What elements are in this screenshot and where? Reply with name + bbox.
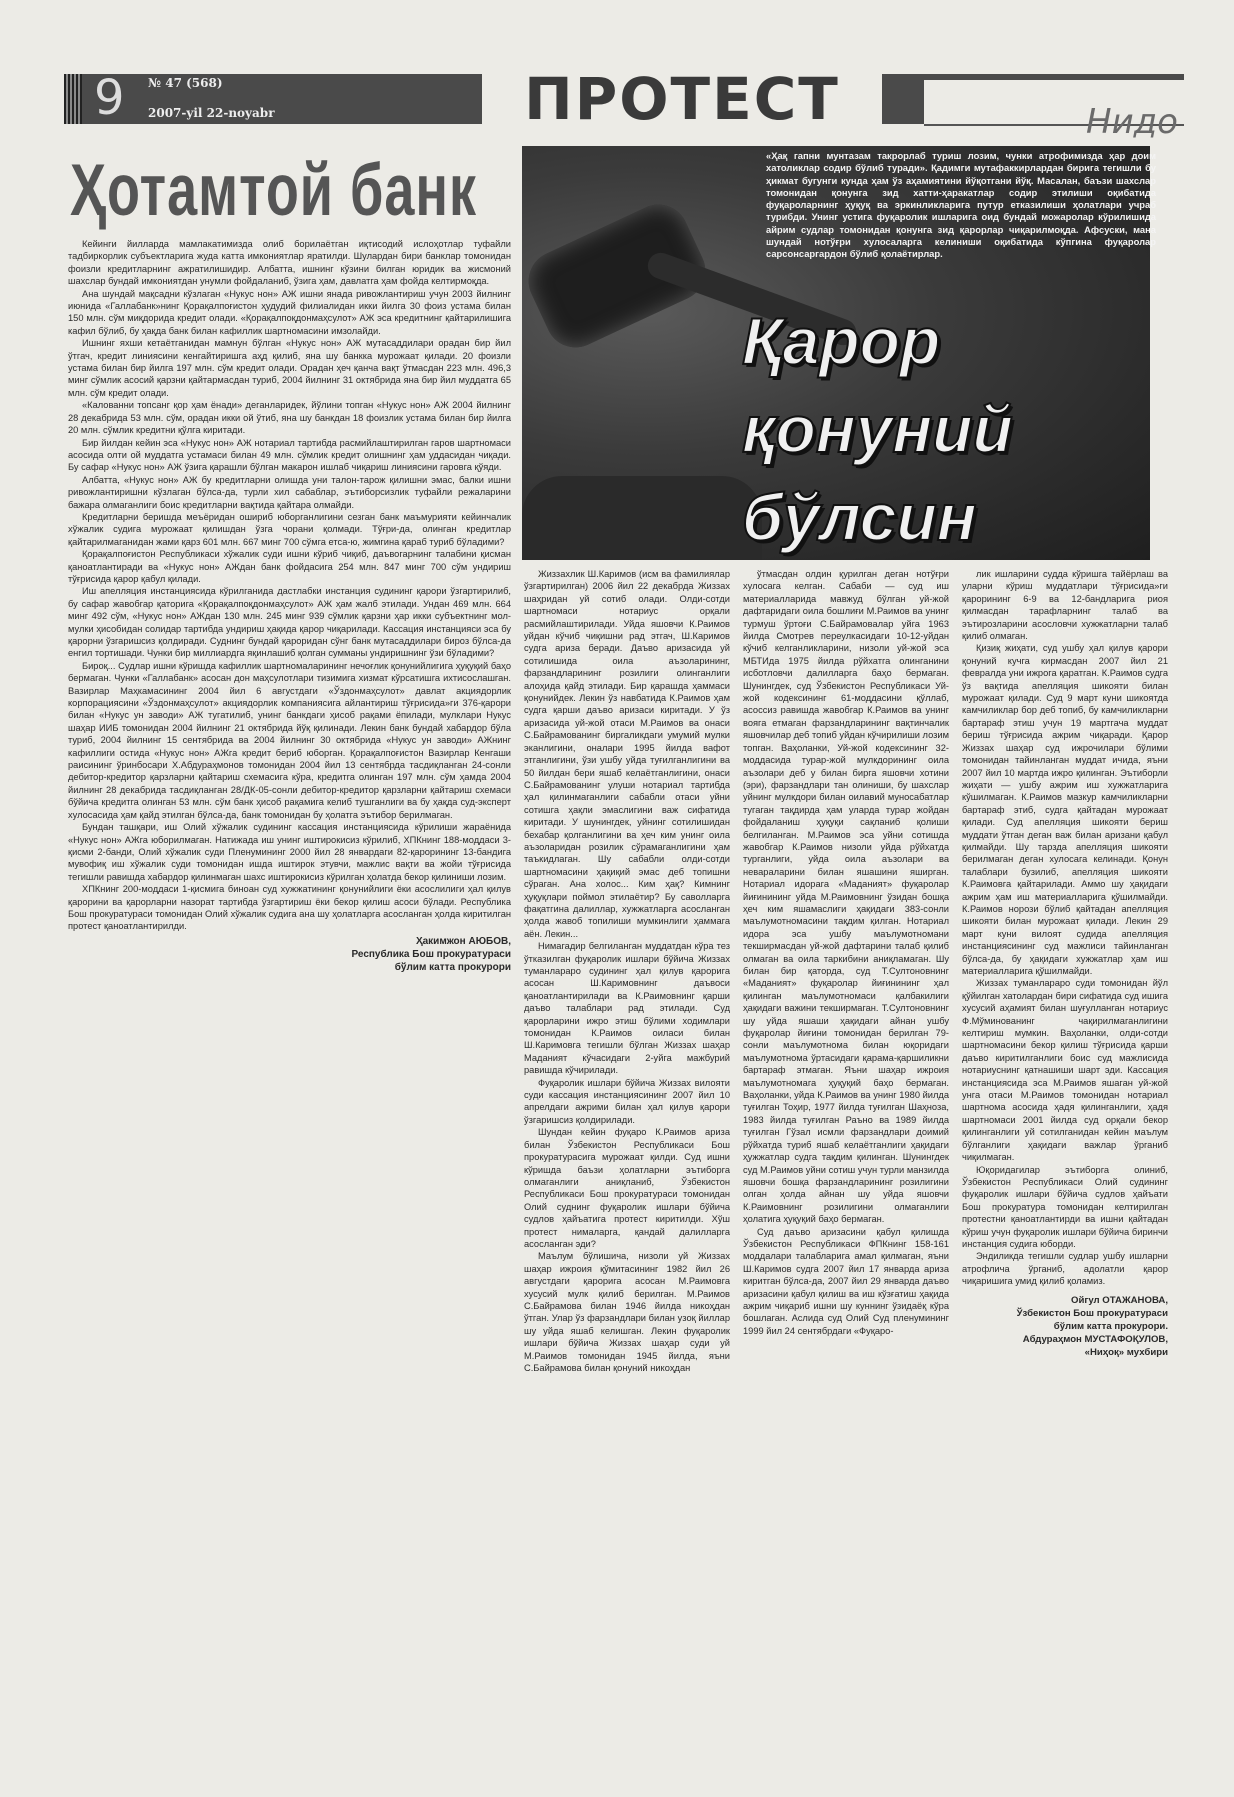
signature-line: Ойгул ОТАЖАНОВА,	[1070, 1294, 1168, 1306]
byline-name: Ҳакимжон АЮБОВ,	[415, 935, 511, 947]
paragraph: Юқоридагилар эътиборга олиниб, Ўзбекистон Республикаси Олий судининг фуқаролик ишлари бўйича судлов ҳайъати Бош прокуратура томонидан келтирилган протестни қаноатлантирди ва ишни қайтадан кўриш учун фуқаролик ишлари бўйича биринчи инстанция судига юборди.	[962, 1164, 1168, 1249]
paragraph: ўтмасдан олдин қурилган деган нотўғри хулосага келган. Сабаби — суд иш материалларида мавжуд бўлган уй-жой дафтаридаги оила бошлиғи М.Раимов ва унинг турмуш ўртоғи С.Байрамовалар уйга 1963 йилда Смотрев переулкасидаги 10-12-уйдан кўчиб келганликларини, низоли уй-жой эса МБТИда 1975 йилда рўйхатга олинганини исботловчи далилларга баҳо бермаган. Шунингдек, суд Ўзбекистон Республикаси Уй-жой кодексининг 61-моддасини қўллаб, асоссиз равишда жавобгар К.Раимов ва унинг вояга етмаган фарзандларининг вақтинчалик яшовчилар деб топиб уйдан кўчирилиши лозим топган. Ваҳоланки, Уй-жой кодексининг 32-моддасида турар-жой мулкдорининг оила аъзолари деб у билан бирга яшовчи хотини (эри), фарзандлари тан олиниши, бу шахслар уйнинг мулкдори билан оилавий муносабатлар тугаган тақдирда ҳам уларда турар жойдан фойдаланиш ҳуқуқи сақланиб қолиши белгиланган. М.Раимов эса уйни сотишда жавобгар К.Раимов низоли уйда рўйхатда турганлиги, уйда оила аъзолари ва невараларини билан яшашини яширган. Нотариал идорага «Маданият» фуқаролар йиғинининг уйда М.Раимовнинг ўзидан бошқа ҳеч ким яшамаслиги ҳақидаги 383-сонли маълумотномасини тақдим қилган. Нотариал идора эса ушбу маълумотномани текширмасдан уй-жой дафтарини талаб қилиб олмаган ва оила таркибини аниқламаган. Шу билан бир қаторда, суд Т.Султоновнинг «Маданият» фуқаролар йиғинининг ҳал қилинган маълумотномаси қалбакилиги ҳақидаги важини текширмаган. Т.Султоновнинг шу уйда яшаши ҳақидаги айнан ушбу фуқаролар йиғини томонидан берилган 79-сонли маълумотнома билан юқоридаги маълумотнома ўртасидаги қарама-қаршиликни бартараф этмаган. Яъни шаҳар ижроия маълумотномага ҳуқуқий баҳо бермаган. Ваҳоланки, уйда К.Раимов ва унинг 1980 йилда туғилган Тоҳир, 1977 йилда туғилган Шаҳноза, 1983 йилда туғилган Раъно ва 1989 йилда туғилган Гўзал исмли фарзандлари доимий рўйхатда туриб яшаб келаётганлиги ҳақидаги ҳужжатлар судга тақдим қилинган. Шунингдек суд М.Раимов уйни сотиш учун турли манзилда яшовчи бошқа фарзандларининг розилигини олган ҳолда айнан шу уйда яшовчи К.Раимовнинг розилигини олмаганлиги ҳолатига ҳуқуқий баҳо бермаган.	[743, 569, 949, 1225]
signature-line: Ўзбекистон Бош прокуратураси	[1016, 1307, 1168, 1319]
left-article-body	[68, 238, 511, 1758]
paragraph: Бир йилдан кейин эса «Нукус нон» АЖ нотариал тартибда расмийлаштирилган гаров шартномаси асосида олти ой муддатга устамаси билан 49 млн. сўмлик кредит олишнинг ҳам уддасидан чиқади. Бу сафар «Нукус нон» АЖ ўзига қарашли бўлган макарон ишлаб чиқариш линиясини гаровга қўяди.	[68, 437, 511, 473]
paragraph: Фуқаролик ишлари бўйича Жиззах вилояти суди кассация инстанциясининг 2007 йил 10 апрелдаги ажрими билан ҳал қилув қарори ўзгаришсиз қолдирилади.	[524, 1077, 730, 1125]
paragraph: Иш апелляция инстанциясида кўрилганида дастлабки инстанция судининг қарори ўзгартирилиб, бу сафар жавобгар қаторига «Қорақалпоқдонмаҳсулот» АЖ ҳам жалб этилади. Ундан 469 млн. 664 минг 492 сўм, «Нукус нон» АЖдан 130 млн. 245 минг 939 сўмлик қарзни ҳар икки субъектнинг мол-мулки ҳисобидан солидар тартибда ундириш ҳақида қарор чиқарилади. Кассация инстанцияси эса бу қарорни ўзгаришсиз қолдиради. Суднинг бундай қароридан сўнг банк мутасаддилари бироз бўлса-да енгил тортишади. Чунки бир миллиардга яқинлашиб қолган сумманы ундиришнинг ўзи бўладими?	[68, 586, 511, 659]
right-article-column-3	[962, 568, 1168, 1758]
paragraph: Кейинги йилларда мамлакатимизда олиб борилаётган иқтисодий ислоҳотлар туфайли тадбиркорлик субъектларига жуда катта имкониятлар яратилди. Шулардан бири банклар томонидан фоизли кредитларнинг ажратилишидир. Албатта, ишнинг кўзини билган юридик ва жисмоний шахслар бундай имкониятдан унумли фойдаланиб, ўзига ҳам, давлатга ҳам фойда келтирмоқда.	[68, 239, 511, 287]
gavel-block-icon	[522, 476, 762, 560]
paragraph: Қизиқ жиҳати, суд ушбу ҳал қилув қарори қонуний кучга кирмасдан 2007 йил 21 февралда уни ижрога қаратган. К.Раимов судга ўз вақтида апелляция шикояти билан мурожаат қилади. Суд 9 март куни шикоятда камчиликлар бор деб топиб, бу камчиликларни бартараф этиш учун 19 мартгача муддат бериш тўғрисида ажрим чиқаради. Қарор Жиззах шаҳар суд ижрочилари бўлими томонидан тайинланган муддат ичида, яъни 2007 йил 10 мартда ижро қилинган. Эътиборли жиҳати — ушбу ажрим иш хужжатларига кўшилмаган. К.Раимов мазкур камчиликларни бартараф этиб, судга қайтадан мурожаат қилади. Суд апелляция шикояти бериш муддати ўтган деган важ билан аризани қабул қилмайди. Шу тарзда апелляция шикояти берилмаган деган хулосага келинади. Қонун талаблари бузилиб, апелляция шикояти К.Раимовга қайтарилади. Аммо шу ҳақидаги ажрим ҳам иш материалларига қўшилмайди. К.Раимов норози бўлиб қайтадан апелляция шикояти билан мурожаат қилади. Лекин 29 март куни вилоят судида апелляция инстанциясининг суд мажлиси тайинланган бўлса-да, бу ҳақидаги хужжатлар ҳам иш материалларига қўшилмайди.	[962, 643, 1168, 976]
left-article-headline: Ҳотамтой банк	[70, 150, 478, 231]
paragraph: Албатта, «Нукус нон» АЖ бу кредитларни олишда уни талон-тарож қилишни эмас, балки ишни ривожлантиришни кўзлаган бўлса-да, турли хил сабаблар, эътиборсизлик туфайли режаларини бажара олмаганлиги боис кредитларни вақтида қайтара олмайди.	[68, 474, 511, 510]
signature-line: «Ниҳоқ» мухбири	[1084, 1346, 1168, 1358]
publication-box	[924, 80, 1184, 142]
paragraph: Бундан ташқари, иш Олий хўжалик судининг кассация инстанциясида кўрилиши жараёнида «Нукус нон» АЖга юборилмаган. Натижада иш унинг иштирокисиз кўрилиб, ХПКнинг 188-моддаси 3-қисми 2-банди, Олий хўжалик суди Пленумининг 2000 йил 28 январдаги 82-қарорининг 13-бандига мувофиқ иш хўжалик суди томонидан ишда иштирок этувчи, мажлис вақти ва жойи тўғрисида тегишли равишда хабардор қилинмаган шахс иштирокисиз кўрилган ҳолатда бекор қилиниши лозим.	[68, 822, 511, 882]
paragraph: Жиззахлик Ш.Каримов (исм ва фамилиялар ўзгартирилган) 2006 йил 22 декабрда Жиззах шаҳридан уй сотиб олади. Олди-сотди шартномаси нотариус орқали расмийлаштирилади. Уйда яшовчи К.Раимов уйдан кўчиб чиқишни рад этгач, Ш.Каримов судга ариза беради. Даъво аризасида уй сотилишида оила аъзоларининг, фарзандларининг розилиги олинганлиги алоҳида қайд этилади. Бир қарашда ҳаммаси қонунийдек. Лекин ўз навбатида К.Раимов ҳам судга қарши даъво аризаси киритади. У ўз аризасида уй-жой отаси М.Раимов ва онаси С.Байрамованинг биргаликдаги умумий мулки эканлигини, оналари 1995 йилда вафот этганлигини, ўзи ушбу уйда туғилганлигини ва 50 йилдан бери яшаб келаётганлигини, онаси С.Байрамованинг улуши нотариал тартибда ҳал қилинмаганлиги сабабли отаси уйни сотишга ҳақли эмаслигини важ сифатида киритади. У шунингдек, уйнинг сотилишидан бехабар қолганлигини ва ҳеч ким унинг оила аъзоларидан розилик сўрамаганлигини ҳам таъкидлаган. Шу сабабли олди-сотди шартномасини ҳақиқий эмас деб топишни сўраган. Ана холос... Ким ҳақ? Кимнинг ҳуқуқлари поймол этилаётир? Бу саволларга фақатгина далиллар, хужжатларга асосланган ҳолда жавоб топилиши мумкинлиги ҳаммага аён. Лекин...	[524, 569, 730, 939]
lead-quote: «Ҳақ гапни мунтазам такрорлаб туриш лозим, чунки атрофимизда ҳар доим хатоликлар содир бўлиб туради». Қадимги мутафаккирлардан бирига тегишли бу ҳикмат бугунги кунда ҳам ўз аҳамиятини йўқотгани йўқ. Масалан, баъзи шахслар томонидан қонунга зид хатти-ҳаракатлар содир этилиши оқибатида фуқароларнинг ҳуқуқ ва эркинликларига путур етказилиши ҳолатлари учраб турибди. Унинг устига фуқаролик ишларига оид бундай можаролар кўрилишида айрим судлар томонидан қонунга зид қарорлар чиқарилмоқда. Афсуски, мана шундай нотўғри хулосаларга келиниши оқибатида кўпгина фуқаролар сарсонсаргардон бўлиб қолаётирлар.	[766, 150, 1156, 260]
byline-position: бўлим катта прокурори	[394, 961, 511, 973]
paragraph: Эндиликда тегишли судлар ушбу ишларни атрофлича ўрганиб, адолатли қарор чиқаришига умид қилиб қоламиз.	[962, 1251, 1168, 1287]
paragraph: ХПКнинг 200-моддаси 1-қисмига биноан суд хужжатининг қонунийлиги ёки асослилиги ҳал қилув қарорини ва қарорларни назорат тартибда ўзгартириш ёки бекор қилиш асоси бўлади. Республика Бош прокуратураси томонидан Олий хўжалик судига ана шу ҳолатларга асосланган ҳолда киритилган протест қаноатлантирилди.	[68, 884, 511, 932]
issue-date: 2007-yil 22-noyabr	[148, 106, 275, 120]
publication-name: Нидо	[1086, 102, 1178, 142]
paragraph: Суд даъво аризасини қабул қилишда Ўзбекистон Республикаси ФПКнинг 158-161 моддалари талабларига амал қилмаган, яъни Ш.Каримов судга 2007 йил 17 январда ариза киритган бўлса-да, 2007 йил 29 январда даъво аризасини қабул қилиш ва иш кўзғатиш ҳақида ажрим чиқариб ишни шу куннинг ўзидаёқ кўра бошлаган. Аслида суд Олий Суд пленумининг 1999 йил 24 сентябрдаги «Фуқаро-	[743, 1226, 949, 1336]
signature-line: Абдураҳмон МУСТАФОҚУЛОВ,	[1022, 1333, 1168, 1345]
issue-number: № 47 (568)	[148, 76, 223, 90]
paragraph: Жиззах туманлараро суди томонидан йўл қўйилган хатолардан бири сифатида суд ишига хусусий аҳамият билан шуғулланган нотариус Ф.Мўминованинг чақирилмаганлигини келтириш мумкин. Ваҳоланки, олди-сотди шартномасини бекор қилиш тўғрисида қарши даъво киритилганлиги боис суд мажлисида нотариуснинг қатнашиши шарт эди. Кассация инстанциясида эса М.Раимов яшаган уй-жой унга отаси М.Раимов томонидан нотариал шартнома асосида ҳадя қилинганлиги, ҳадя шартномаси 2001 йилда суд орқали бекор қилинганлиги уй сотилганидан кейин маълум бўлганлиги ҳақидаги важлар ўрганиб чиқилмаган.	[962, 978, 1168, 1163]
rubric-title: ПРОТЕСТ	[482, 66, 882, 132]
paragraph: Маълум бўлишича, низоли уй Жиззах шаҳар ижроия қўмитасининг 1982 йил 26 августдаги қарорига асосан М.Раимовга хусусий мулк қилиб берилган. М.Раимов С.Байрамова билан 1946 йилда никоҳдан ўтган. Улар ўз фарзандлари билан узоқ йиллар шу уйда яшаб келишган. Лекин фуқаролик ишлари бўйича Жиззах шаҳар суди уй М.Раимов томонидан 1945 йилда, яъни С.Байрамова билан қонуний никоҳдан	[524, 1251, 730, 1373]
paragraph: Кредитларни беришда меъёридан ошириб юборганлигини сезган банк маъмурияти кейинчалик хўжалик судига мурожаат қилишдан ўзга чорани қолмади. Тўғри-да, олинган кредитлар қайтарилмаганидан жами қарз 601 млн. 667 минг 700 сўмга етса-ю, жимгина қараб туриб бўладими?	[68, 511, 511, 547]
paragraph: Ана шундай мақсадни кўзлаган «Нукус нон» АЖ ишни янада ривожлантириш учун 2003 йилнинг июнида «Галлабанк»нинг Қорақалпоғистон ҳудудий филиалидан икки йилга 30 фоиз устама билан 150 млн. сўм миқдорида кредит олади. «Қорақалпоқдонмаҳсулот» АЖ эса кредитнинг қайтарилишига кафил бўлиб, бу ҳақда банк билан кафиллик шартномасини имзолайди.	[68, 288, 511, 336]
headline-line: Қарор	[742, 304, 941, 378]
byline-role: Республика Бош прокуратураси	[351, 948, 511, 960]
paragraph: Нимагадир белгиланган муддатдан кўра тез ўтказилган фуқаролик ишлари бўйича Жиззах туманлараро судининг ҳал қилув қарорига асосан Ш.Каримовнинг даъвоси қаноатлантирилади ва К.Раимовнинг қарши даъво талаблари рад этилади. Суд қарорларини ижро этиш бўлими ходимлари томонидан К.Раимов оиласи билан Ш.Каримовга тегишли бўлган Жиззах шаҳар Маданият кўчасидаги 2-уйга мажбурий равишда кўчирилади.	[524, 941, 730, 1076]
masthead-stripes	[64, 74, 82, 124]
headline-line: қонуний	[742, 392, 1013, 466]
paragraph: Шундан кейин фуқаро К.Раимов ариза билан Ўзбекистон Республикаси Бош прокуратурасига мурожаат қилди. Суд ишни кўришда баъзи ҳолатларни эътиборга олмаганлиги аниқланиб, Ўзбекистон Республикаси Бош прокуратураси томонидан Олий суднинг фуқаролик ишлари бўйича судлов ҳайъатига протест киритилди. Хўш протест нималарга, қандай далилларга асосланган эди?	[524, 1127, 730, 1249]
paragraph: Қорақалпоғистон Республикаси хўжалик суди ишни кўриб чиқиб, даъвогарнинг талабини қисман қаноатлантиради ва «Нукус нон» АЖдан банк фойдасига 254 млн. 847 минг 700 сўм ундириш тўғрисида қарор қабул қилади.	[68, 549, 511, 584]
page-number: 9	[94, 70, 125, 126]
right-signature	[962, 1294, 1168, 1359]
left-byline	[68, 935, 511, 974]
headline-line: бўлсин	[742, 480, 977, 554]
right-article-column-2	[743, 568, 949, 1758]
paragraph: Бироқ... Судлар ишни кўришда кафиллик шартномаларининг нечоғлик қонунийлигига ҳуқуқий баҳо бермаган. Чунки «Галлабанк» асосан дон маҳсулотлари тизимига хизмат кўрсатишга ихтисослашган. Вазирлар Маҳкамасининг 2004 йил 6 августдаги «Ўздонмаҳсулот» давлат акциядорлик корпорациясини «Ўздонмаҳсулот» акциядорлик компаниясига айлантириш тўғрисида»ги 376-қарори билан «Нукус ун заводи» АЖ тугатилиб, унинг банкдаги ҳисоб рақами ёпилади, мулклари Нукус шаҳар ИИБ томонидан 2004 йилнинг 21 октябрида йўқ қилинади. Лекин банк бундай хабардор бўла туриб, 2004 йилнинг 15 сентябрида ва 2004 йилнинг 30 октябрида «Нукус ун заводи» АЖнинг кафиллиги остида «Нукус нон» АЖга кредит бериб юборган. Қорақалпоғистон Вазирлар Кенгаши раисининг ўринбосари Х.Абдураҳмонов томонидан 2004 йил 13 сентябрда тасдиқланган 24-сонли дебитор-кредитор қарзларни қайтариш схемасига кўра, кредитга олинган 197 млн. сўм ҳамда 2004 йилнинг 28 декабрида тасдиқланган 28/ДК-05-сонли дебитор-кредитор қарзларни қайтариш схемаси бўйича кредитга олинган 53 млн. сўм банк ҳисоб рақамига келиб тушганлиги ва бу ҳақда суд-эксперт хулосасида ҳам қайд этилган бўлса-да, банк томонидан бу ҳолатга эътибор берилмаган.	[68, 660, 511, 820]
paragraph: Ишнинг яхши кетаётганидан мамнун бўлган «Нукус нон» АЖ мутасаддилари орадан бир йил ўтгач, кредит линиясини кенгайтиришга аҳд қилиб, яна шу банкка мурожаат қилади. 20 фоизли устама билан бир йилга 197 млн. сўм кредит олади. Орадан ҳеч қанча вақт ўтмасдан 223 млн. 496,3 минг сўмлик асосий қарзни қайтармасдан туриб, 2004 йилнинг 31 октябрида яна бир йил муддатга 65 млн. сўм кредит олади.	[68, 338, 511, 398]
right-article-headline	[742, 302, 1162, 566]
masthead	[64, 65, 1184, 142]
signature-line: бўлим катта прокурори.	[1053, 1320, 1168, 1332]
paragraph: «Калованни топсанг қор ҳам ёнади» деганларидек, йўлини топган «Нукус нон» АЖ 2004 йилнинг 28 декабрида 53 млн. сўм, орадан икки ой ўтиб, яна шу банкдан 18 фоизлик устама билан бир йилга 20 млн. сўмлик кредитни қўлга киритади.	[68, 400, 511, 436]
paragraph: лик ишларини судда кўришга тайёрлаш ва уларни кўриш муддатлари тўғрисида»ги қарорининг 6-9 ва 12-бандларига риоя қилмасдан тарафларнинг талаб ва эътирозларини асословчи хужжатларни талаб қилиб олмаган.	[962, 569, 1168, 642]
right-article-column-1	[524, 568, 730, 1758]
